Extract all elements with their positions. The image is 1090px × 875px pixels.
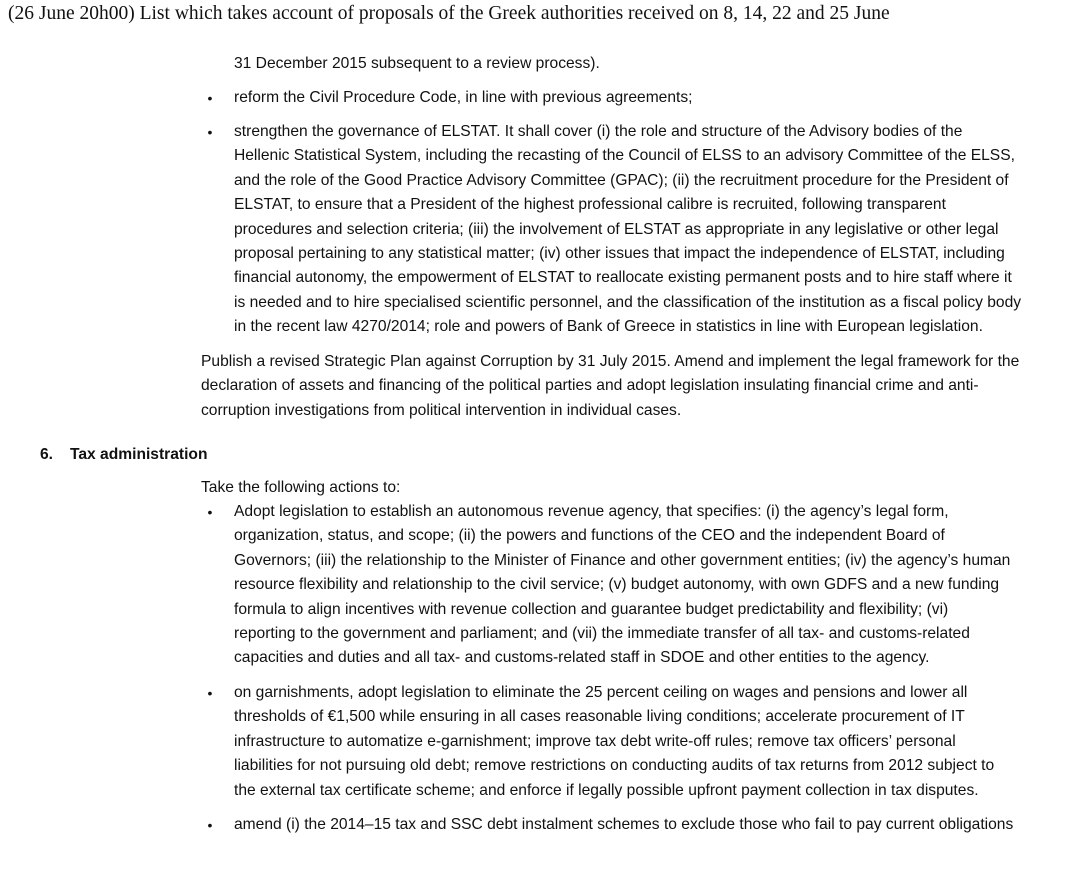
paragraph-corruption: [201, 350, 1081, 423]
list-item-line: infrastructure to automatize e-garnishment; improve tax debt write-off rules; remove tax officers’ personal: [234, 732, 956, 750]
list-item: [207, 500, 1084, 671]
list-item-line: Governors; (iii) the relationship to the Minister of Finance and other government entities; (iv) the agency’s human: [234, 551, 1011, 569]
list-item-line: ELSTAT, to ensure that a President of the highest professional calibre is recruited, following transparent: [234, 196, 946, 214]
list-item-line: reform the Civil Procedure Code, in line with previous agreements;: [234, 89, 693, 106]
intro-line: Take the following actions to:: [201, 479, 401, 496]
list-item-line: proposal pertaining to any statistical matter; (iv) other issues that impact the independence of ELSTAT, including: [234, 245, 1005, 263]
list-item-line: resource flexibility and relationship to the civil service; (v) budget autonomy, with own GDFS and a new funding: [234, 576, 1000, 594]
list-item-line: formula to align incentives with revenue collection and guarantee budget predictability and flexibility; (vi): [234, 600, 949, 618]
list-item-line: organization, status, and scope; (ii) the powers and functions of the CEO and the independent Board of: [234, 527, 945, 545]
list-item-line: in the recent law 4270/2014; role and powers of Bank of Greece in statistics in line with European legislation.: [234, 318, 983, 336]
list-item-line: and the role of the Good Practice Advisory Committee (GPAC); (ii) the recruitment procedure for the President of: [234, 171, 1009, 189]
list-item-line: is needed and to hire specialised scientific personnel, and the classification of the institution as a fiscal policy body: [234, 293, 1022, 311]
list-item-line: liabilities for not pursuing old debt; remove restrictions on conducting audits of tax returns from 2012 subject to: [234, 757, 995, 775]
list-item-line: Adopt legislation to establish an autonomous revenue agency, that specifies: (i) the agency’s legal form,: [234, 503, 949, 520]
list-item-line: Hellenic Statistical System, including the recasting of the Council of ELSS to an advisory Committee of the ELSS,: [234, 147, 1015, 165]
paragraph-line: Publish a revised Strategic Plan against Corruption by 31 July 2015. Amend and implement the legal framework for the: [201, 353, 1020, 370]
paragraph-line: corruption investigations from political intervention in individual cases.: [201, 401, 682, 419]
bullet-icon: •: [207, 685, 213, 701]
list-item-line: financial autonomy, the empowerment of ELSTAT to reallocate existing permanent posts and to hire staff where it: [234, 269, 1012, 287]
paragraph-line: declaration of assets and financing of the political parties and adopt legislation insulating financial crime and anti-: [201, 377, 979, 395]
bullet-icon: •: [207, 90, 213, 106]
bullet-icon: •: [207, 504, 213, 520]
list-item-line: reporting to the government and parliament; and (vii) the immediate transfer of all tax- and customs-related: [234, 625, 970, 643]
bullet-icon: •: [207, 817, 213, 833]
section-heading: [40, 443, 207, 467]
list-item-line: capacities and duties and all tax- and customs-related staff in SDOE and other entities to the agency.: [234, 649, 930, 667]
list-item: [207, 86, 1084, 110]
list-item: [207, 681, 1084, 803]
bullet-icon: •: [207, 124, 213, 140]
list-item: [207, 813, 1084, 837]
list-item-line: the external tax certificate scheme; and enforce if legally possible upfront payment collection in tax disputes.: [234, 781, 979, 799]
list-item: [207, 120, 1084, 340]
section-number: 6.: [40, 446, 54, 463]
section-title: Tax administration: [70, 446, 208, 463]
list-item-line: on garnishments, adopt legislation to eliminate the 25 percent ceiling on wages and pensions and lower all: [234, 684, 968, 701]
section-intro: [201, 476, 1081, 500]
document-header: (26 June 20h00) List which takes account of proposals of the Greek authorities received on 8, 14, 22 and 25 June: [8, 3, 890, 24]
list-item-line: strengthen the governance of ELSTAT. It shall cover (i) the role and structure of the Advisory bodies of the: [234, 123, 963, 140]
list-item-line: amend (i) the 2014–15 tax and SSC debt instalment schemes to exclude those who fail to pay current obligations: [234, 816, 1014, 833]
list-item-line: procedures and selection criteria; (iii) the involvement of ELSTAT as appropriate in any legislative or other legal: [234, 220, 999, 238]
continuation-text: 31 December 2015 subsequent to a review process).: [234, 55, 600, 72]
list-item-line: thresholds of €1,500 while ensuring in all cases reasonable living conditions; accelerate procurement of IT: [234, 708, 965, 726]
